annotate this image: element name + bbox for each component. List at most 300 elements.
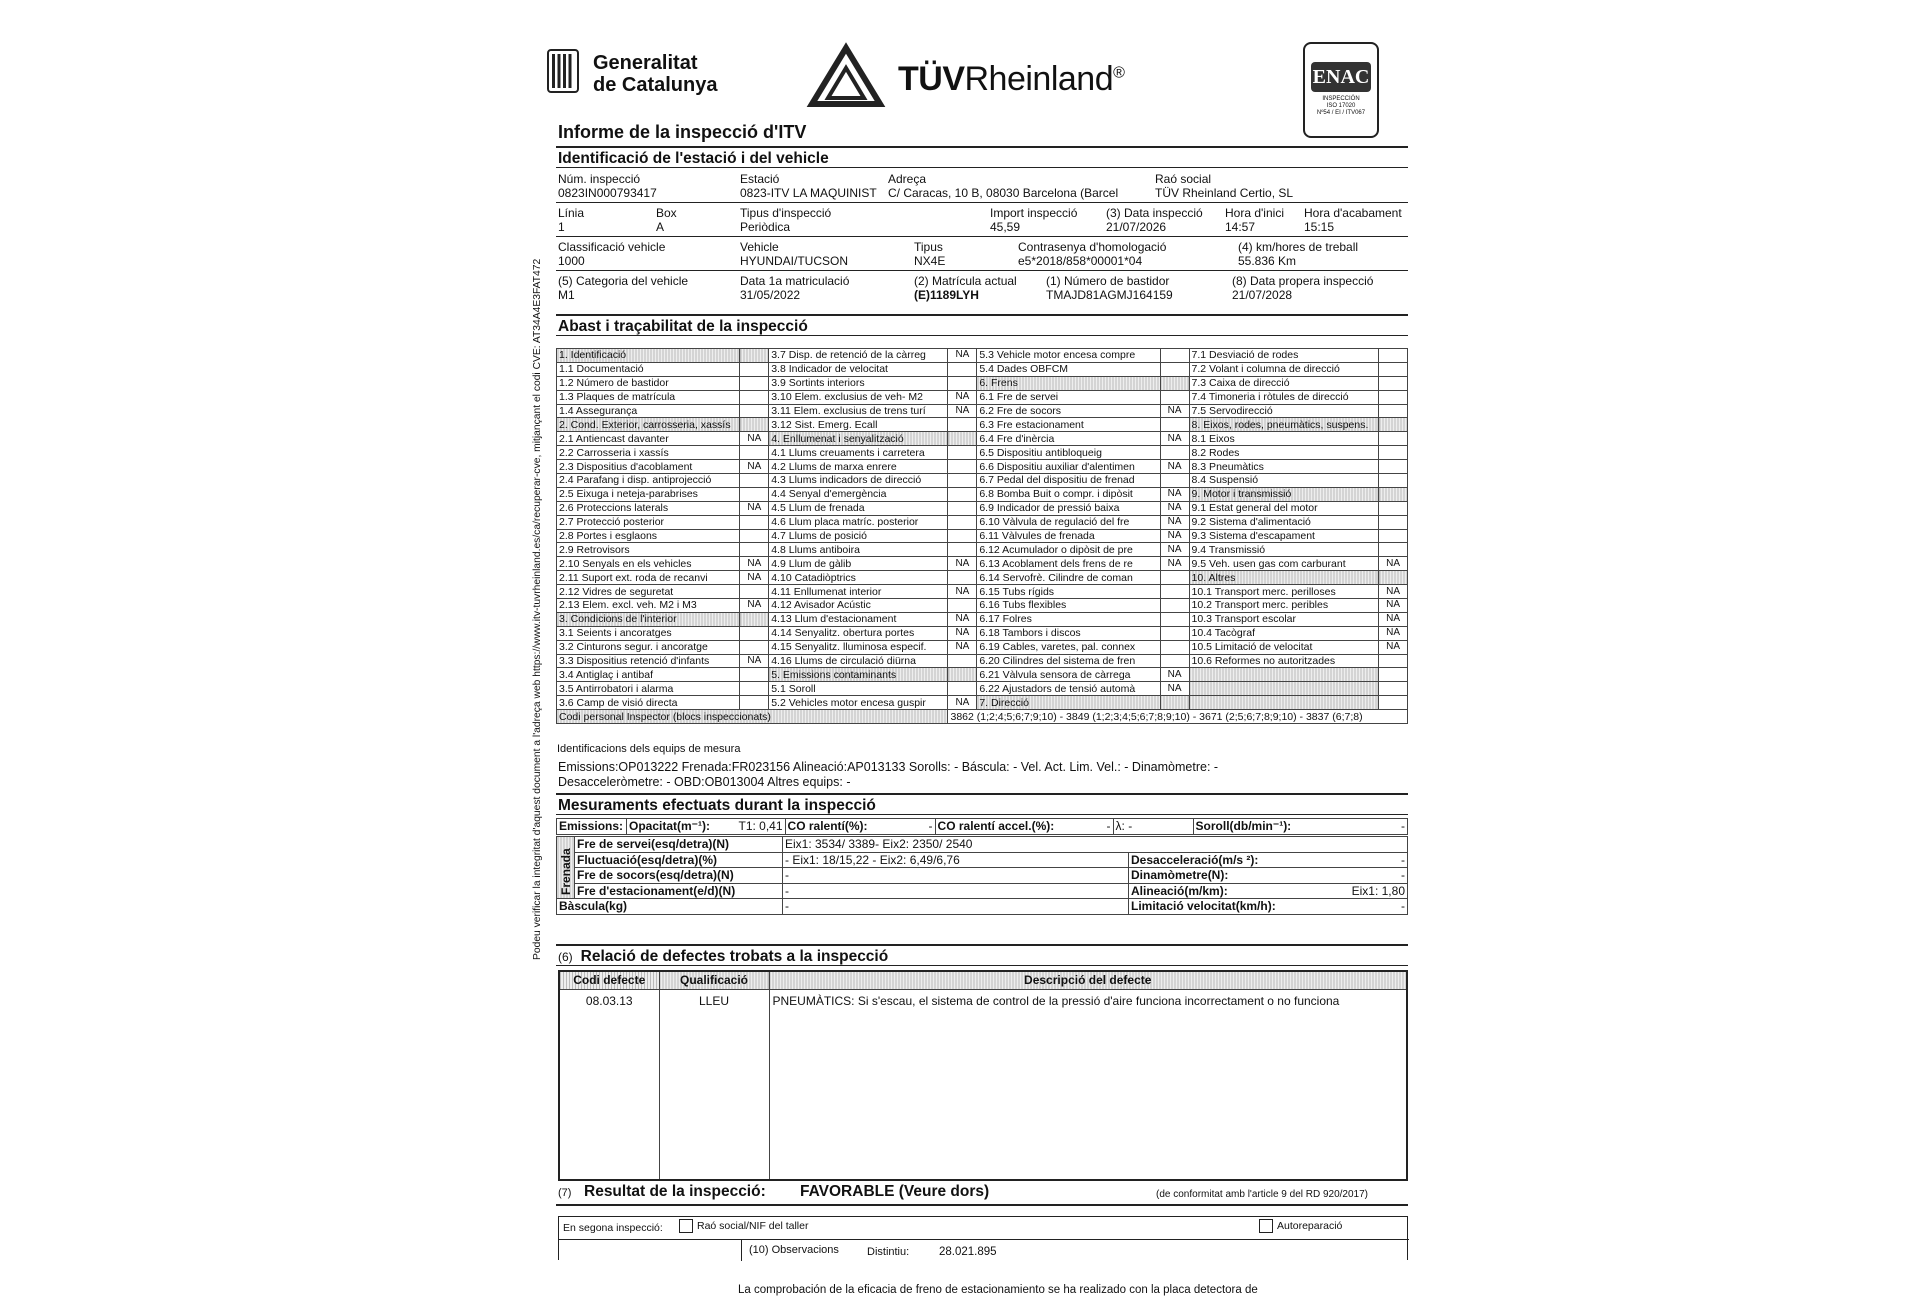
abast-status — [1160, 696, 1189, 710]
abast-item: 6.22 Ajustadors de tensió automà — [977, 682, 1160, 696]
categoria-label: (5) Categoria del vehicle — [558, 274, 689, 288]
abast-item: 6.2 Fre de socors — [977, 404, 1160, 418]
abast-status — [1379, 474, 1408, 488]
abast-item: 8. Eixos, rodes, pneumàtics, suspens. — [1189, 418, 1379, 432]
divider — [559, 1239, 1409, 1240]
abast-status: NA — [1160, 432, 1189, 446]
enac-label: ENAC — [1311, 62, 1371, 92]
import-label: Import inspecció — [990, 206, 1078, 220]
abast-item: 6.14 Servofrè. Cilindre de coman — [977, 571, 1160, 585]
data-insp-label: (3) Data inspecció — [1106, 206, 1203, 220]
divider — [556, 1204, 1408, 1206]
abast-status: NA — [948, 585, 977, 599]
abast-item: 10.1 Transport merc. perilloses — [1189, 585, 1379, 599]
abast-item: 6.7 Pedal del dispositiu de frenad — [977, 474, 1160, 488]
abast-status — [1160, 446, 1189, 460]
matric1-label: Data 1a matriculació — [740, 274, 850, 288]
abast-status — [1379, 515, 1408, 529]
abast-item: 6.13 Acoblament dels frens de re — [977, 557, 1160, 571]
abast-status: NA — [1379, 626, 1408, 640]
abast-item — [1189, 696, 1379, 710]
abast-status — [1160, 418, 1189, 432]
km-value: 55.836 Km — [1238, 254, 1297, 268]
table-row — [557, 585, 1408, 599]
abast-status: NA — [740, 571, 769, 585]
section-mesuraments: Mesuraments efectuats durant la inspecció — [556, 793, 1408, 815]
codi-personal-value: 3862 (1;2;4;5;6;7;9;10) - 3849 (1;2;3;4;5;6;7;8;9;10) - 3671 (2;5;6;7;8;9;10) - 3837 (6;7;8) — [948, 710, 1408, 724]
abast-status — [740, 446, 769, 460]
fluctuacio-value: - Eix1: 18/15,22 - Eix2: 6,49/6,76 — [783, 852, 1129, 868]
abast-status — [1379, 571, 1408, 585]
abast-item: 2.9 Retrovisors — [557, 543, 740, 557]
lambda-value: λ: - — [1113, 819, 1193, 835]
abast-item: 8.3 Pneumàtics — [1189, 460, 1379, 474]
resultat-note: (de conformitat amb l'article 9 del RD 920/2017) — [1156, 1189, 1369, 1200]
linia-value: 1 — [558, 220, 565, 234]
abast-item: 9. Motor i transmissió — [1189, 487, 1379, 501]
abast-status: NA — [1160, 557, 1189, 571]
abast-item: 2.5 Eixuga i neteja-parabrises — [557, 487, 740, 501]
enac-small-2: ISO 17020 — [1326, 103, 1356, 109]
abast-item: 6.11 Vàlvules de frenada — [977, 529, 1160, 543]
abast-item: 6.9 Indicador de pressió baixa — [977, 501, 1160, 515]
classif-value: 1000 — [558, 254, 585, 268]
abast-item: 3.12 Sist. Emerg. Ecall — [769, 418, 948, 432]
abast-item: 9.1 Estat general del motor — [1189, 501, 1379, 515]
segona-label: En segona inspecció: — [563, 1222, 663, 1234]
abast-status: NA — [1379, 585, 1408, 599]
abast-item: 4.11 Enllumenat interior — [769, 585, 948, 599]
abast-item: 7.1 Desviació de rodes — [1189, 349, 1379, 363]
abast-item: 2.7 Protecció posterior — [557, 515, 740, 529]
generalitat-logo — [548, 50, 743, 98]
table-row — [557, 474, 1408, 488]
table-row — [557, 432, 1408, 446]
tuv-rheinland-logo — [810, 46, 1210, 106]
table-row — [557, 557, 1408, 571]
def-qualificacio: LLEU — [659, 989, 769, 1180]
abast-status — [948, 474, 977, 488]
abast-item: 6.18 Tambors i discos — [977, 626, 1160, 640]
table-row — [557, 710, 1408, 724]
abast-item: 6.19 Cables, varetes, pal. connex — [977, 640, 1160, 654]
resultat-label: Resultat de la inspecció: — [584, 1183, 766, 1200]
table-row — [557, 460, 1408, 474]
abast-item: 2.8 Portes i esglaons — [557, 529, 740, 543]
abast-status — [1379, 432, 1408, 446]
abast-status: NA — [740, 460, 769, 474]
table-row — [557, 446, 1408, 460]
abast-item: 2.2 Carrosseria i xassís — [557, 446, 740, 460]
abast-status — [948, 571, 977, 585]
abast-item: 4.12 Avisador Acústic — [769, 599, 948, 613]
abast-status — [1379, 362, 1408, 376]
fluctuacio-label: Fluctuació(esq/detra)(%) — [575, 852, 783, 868]
abast-status — [740, 682, 769, 696]
defectes-table — [558, 970, 1408, 1181]
report-header — [548, 36, 1408, 136]
hora-inici-label: Hora d'inici — [1225, 206, 1284, 220]
abast-status — [1160, 640, 1189, 654]
frenada-label: Frenada — [559, 848, 573, 895]
tipus-insp-label: Tipus d'inspecció — [740, 206, 832, 220]
abast-status: NA — [948, 612, 977, 626]
abast-item: 3.8 Indicador de velocitat — [769, 362, 948, 376]
abast-item: 4.10 Catadiòptrics — [769, 571, 948, 585]
abast-status — [740, 349, 769, 363]
table-row — [557, 362, 1408, 376]
codi-personal-label: Codi personal Inspector (blocs inspeccionats) — [557, 710, 948, 724]
abast-status — [1379, 446, 1408, 460]
abast-item: 9.5 Veh. usen gas com carburant — [1189, 557, 1379, 571]
abast-status: NA — [1379, 599, 1408, 613]
co-accel-value: - — [1103, 819, 1113, 835]
abast-item: 6.1 Fre de servei — [977, 390, 1160, 404]
hora-acabament-label: Hora d'acabament — [1304, 206, 1402, 220]
hora-acabament-value: 15:15 — [1304, 220, 1335, 234]
co-accel-label: CO ralentí accel.(%): — [935, 819, 1103, 835]
abast-item: 3.10 Elem. exclusius de veh- M2 — [769, 390, 948, 404]
divider — [556, 236, 1408, 237]
abast-item: 6.15 Tubs rígids — [977, 585, 1160, 599]
categoria-value: M1 — [558, 288, 575, 302]
def-header-codi: Codi defecte — [559, 971, 659, 989]
cve-verification-text: Podeu verificar la integritat d'aquest document a l'adreça web https://www.itv-tuvrheinland.es/ca/recuperar-cve, mitjançant el codi CVE: AT34A4E3FAT472 — [532, 258, 543, 960]
frenada-side — [557, 837, 575, 899]
defectes-num: (6) — [558, 950, 573, 964]
abast-status — [1160, 654, 1189, 668]
limit-value: - — [1279, 899, 1408, 915]
abast-status: NA — [1160, 404, 1189, 418]
abast-status: NA — [948, 696, 977, 710]
abast-item: 1.2 Número de bastidor — [557, 376, 740, 390]
abast-status: NA — [1160, 501, 1189, 515]
equips-label: Identificacions dels equips de mesura — [557, 743, 741, 755]
abast-status — [740, 404, 769, 418]
abast-item: 6.16 Tubs flexibles — [977, 599, 1160, 613]
abast-status — [1379, 543, 1408, 557]
abast-status — [740, 390, 769, 404]
enac-small-1: INSPECCIÓN — [1322, 96, 1360, 102]
linia-label: Línia — [558, 206, 585, 220]
observacions-text: La comprobación de la eficacia de freno de estacionamiento se ha realizado con la placa detectora de — [738, 1284, 1258, 1296]
table-row — [557, 640, 1408, 654]
abast-status: NA — [1379, 557, 1408, 571]
abast-item: 4.7 Llums de posició — [769, 529, 948, 543]
abast-status — [948, 446, 977, 460]
abast-status — [948, 362, 977, 376]
abast-item: 6.21 Vàlvula sensora de càrrega — [977, 668, 1160, 682]
soroll-value: - — [1398, 819, 1408, 835]
abast-status — [1160, 349, 1189, 363]
matricula-value: (E)1189LYH — [914, 288, 979, 302]
taller-checkbox[interactable] — [679, 1219, 693, 1233]
abast-item: 5.4 Dades OBFCM — [977, 362, 1160, 376]
estac-value: - — [783, 883, 1129, 899]
abast-grid — [556, 348, 1408, 724]
abast-status — [948, 654, 977, 668]
divider — [556, 270, 1408, 271]
abast-status: NA — [1379, 640, 1408, 654]
estac-label: Fre d'estacionament(e/d)(N) — [575, 883, 783, 899]
abast-item: 6. Frens — [977, 376, 1160, 390]
taller-option[interactable] — [679, 1219, 808, 1233]
table-row — [557, 543, 1408, 557]
abast-item: 5. Emissions contaminants — [769, 668, 948, 682]
abast-item: 8.4 Suspensió — [1189, 474, 1379, 488]
abast-status: NA — [1160, 682, 1189, 696]
def-descripcio: PNEUMÀTICS: Si s'escau, el sistema de control de la pressió d'aire funciona incorrectament o no funciona — [769, 989, 1407, 1180]
table-row — [557, 487, 1408, 501]
abast-item: 3.2 Cinturons segur. i ancoratge — [557, 640, 740, 654]
co-ralenti-value: - — [925, 819, 935, 835]
abast-item: 2.13 Elem. excl. veh. M2 i M3 — [557, 599, 740, 613]
abast-item: 3.1 Seients i ancoratges — [557, 626, 740, 640]
table-row — [557, 418, 1408, 432]
abast-status: NA — [1160, 543, 1189, 557]
contrasenya-label: Contrasenya d'homologació — [1018, 240, 1167, 254]
def-header-qualificacio: Qualificació — [659, 971, 769, 989]
divider — [741, 1239, 742, 1261]
table-row — [557, 682, 1408, 696]
abast-status — [948, 599, 977, 613]
abast-status: NA — [1160, 460, 1189, 474]
abast-item: 10.2 Transport merc. peribles — [1189, 599, 1379, 613]
segona-inspeccio-box — [558, 1216, 1408, 1260]
abast-item: 6.5 Dispositiu antibloqueig — [977, 446, 1160, 460]
abast-item: 3.7 Disp. de retenció de la càrreg — [769, 349, 948, 363]
limit-label: Limitació velocitat(km/h): — [1129, 899, 1279, 915]
abast-status — [1379, 349, 1408, 363]
num-insp-value: 0823IN000793417 — [558, 186, 657, 200]
abast-item: 7.5 Servodirecció — [1189, 404, 1379, 418]
abast-status: NA — [1160, 515, 1189, 529]
table-row — [557, 404, 1408, 418]
abast-status — [1379, 654, 1408, 668]
abast-item: 4.2 Llums de marxa enrere — [769, 460, 948, 474]
abast-item: 6.20 Cilindres del sistema de fren — [977, 654, 1160, 668]
abast-status — [1160, 376, 1189, 390]
abast-item: 8.2 Rodes — [1189, 446, 1379, 460]
tuv-brand-b: Rheinland — [964, 60, 1114, 98]
rao-social-label: Raó social — [1155, 172, 1212, 186]
abast-status: NA — [740, 557, 769, 571]
table-row — [557, 529, 1408, 543]
abast-item: 3.3 Dispositius retenció d'infants — [557, 654, 740, 668]
vehicle-value: HYUNDAI/TUCSON — [740, 254, 849, 268]
abast-status — [1160, 571, 1189, 585]
abast-status: NA — [740, 599, 769, 613]
abast-status: NA — [948, 349, 977, 363]
abast-item: 2.3 Dispositius d'acoblament — [557, 460, 740, 474]
generalitat-bars-icon — [548, 50, 578, 92]
abast-status — [1379, 682, 1408, 696]
abast-item: 6.10 Vàlvula de regulació del fre — [977, 515, 1160, 529]
abast-status — [948, 543, 977, 557]
autoreparacio-label: Autoreparació — [1277, 1220, 1343, 1232]
fre-servei-value: Eix1: 3534/ 3389- Eix2: 2350/ 2540 — [783, 837, 1408, 853]
abast-status — [740, 487, 769, 501]
abast-item: 10.6 Reformes no autoritzades — [1189, 654, 1379, 668]
autoreparacio-checkbox[interactable] — [1259, 1219, 1273, 1233]
section-defectes — [556, 944, 1408, 966]
abast-status — [740, 362, 769, 376]
matricula-label: (2) Matrícula actual — [914, 274, 1017, 288]
abast-status — [740, 640, 769, 654]
abast-status — [740, 529, 769, 543]
abast-status — [1379, 487, 1408, 501]
abast-status: NA — [740, 432, 769, 446]
equips-line-2: Desacceleròmetre: - OBD:OB013004 Altres equips: - — [558, 775, 851, 789]
abast-item: 6.3 Fre estacionament — [977, 418, 1160, 432]
taller-label: Raó social/NIF del taller — [697, 1220, 809, 1232]
tipus-insp-value: Periòdica — [740, 220, 791, 234]
km-label: (4) km/hores de treball — [1238, 240, 1359, 254]
abast-status — [1379, 418, 1408, 432]
propera-value: 21/07/2028 — [1232, 288, 1293, 302]
abast-status: NA — [948, 390, 977, 404]
classif-label: Classificació vehicle — [558, 240, 666, 254]
abast-item: 2.10 Senyals en els vehicles — [557, 557, 740, 571]
tuv-registered: ® — [1113, 64, 1125, 82]
opacitat-label: Opacitat(m⁻¹): — [627, 819, 737, 835]
abast-status — [1379, 668, 1408, 682]
enac-small-3: Nº54 / EI / ITV067 — [1316, 110, 1366, 116]
enac-badge — [1303, 42, 1379, 138]
matric1-value: 31/05/2022 — [740, 288, 801, 302]
table-row — [559, 989, 1407, 1180]
abast-item: 4. Enllumenat i senyalització — [769, 432, 948, 446]
abast-status — [740, 668, 769, 682]
abast-item: 4.16 Llums de circulació diürna — [769, 654, 948, 668]
abast-status — [1379, 404, 1408, 418]
abast-item: 4.4 Senyal d'emergència — [769, 487, 948, 501]
abast-item: 5.3 Vehicle motor encesa compre — [977, 349, 1160, 363]
tuv-triangle-icon — [810, 46, 882, 106]
autoreparacio-option[interactable] — [1259, 1219, 1342, 1233]
abast-status — [740, 376, 769, 390]
bastidor-value: TMAJD81AGMJ164159 — [1046, 288, 1173, 302]
abast-item: 3.9 Sortints interiors — [769, 376, 948, 390]
abast-status — [1379, 376, 1408, 390]
abast-status: NA — [948, 640, 977, 654]
abast-status: NA — [948, 626, 977, 640]
itv-report-page — [548, 36, 1408, 1296]
table-row — [557, 390, 1408, 404]
socors-label: Fre de socors(esq/detra)(N) — [575, 868, 783, 884]
abast-status — [948, 501, 977, 515]
abast-status: NA — [740, 654, 769, 668]
abast-status — [740, 515, 769, 529]
table-row — [557, 599, 1408, 613]
abast-item: 7.2 Volant i columna de direcció — [1189, 362, 1379, 376]
abast-item: 4.6 Llum placa matríc. posterior — [769, 515, 948, 529]
abast-item: 10.4 Tacògraf — [1189, 626, 1379, 640]
abast-item: 8.1 Eixos — [1189, 432, 1379, 446]
abast-status: NA — [1160, 668, 1189, 682]
abast-status — [948, 668, 977, 682]
abast-status — [1160, 474, 1189, 488]
tuv-brand-a: TÜV — [898, 60, 965, 98]
tipus-label: Tipus — [914, 240, 943, 254]
abast-item: 3.5 Antirrobatori i alarma — [557, 682, 740, 696]
hora-inici-value: 14:57 — [1225, 220, 1256, 234]
def-header-descripcio: Descripció del defecte — [769, 971, 1407, 989]
abast-item: 2. Cond. Exterior, carrosseria, xassís — [557, 418, 740, 432]
abast-item: 1. Identificació — [557, 349, 740, 363]
abast-status — [948, 376, 977, 390]
abast-item: 4.9 Llum de gàlib — [769, 557, 948, 571]
table-row — [557, 668, 1408, 682]
emissions-table — [556, 818, 1408, 835]
emissions-label: Emissions: — [557, 819, 627, 835]
abast-status — [948, 515, 977, 529]
bastidor-label: (1) Número de bastidor — [1046, 274, 1170, 288]
abast-status: NA — [1379, 612, 1408, 626]
abast-item — [1189, 682, 1379, 696]
table-row — [557, 376, 1408, 390]
abast-status: NA — [948, 404, 977, 418]
abast-item: 6.17 Folres — [977, 612, 1160, 626]
section-abast: Abast i traçabilitat de la inspecció — [556, 314, 1408, 336]
vehicle-label: Vehicle — [740, 240, 779, 254]
num-insp-label: Núm. inspecció — [558, 172, 641, 186]
def-codi: 08.03.13 — [559, 989, 659, 1180]
abast-item: 3.11 Elem. exclusius de trens turí — [769, 404, 948, 418]
abast-status — [1160, 390, 1189, 404]
abast-item: 6.12 Acumulador o dipòsit de pre — [977, 543, 1160, 557]
defectes-title: Relació de defectes trobats a la inspecció — [580, 948, 889, 965]
abast-status — [740, 696, 769, 710]
abast-status: NA — [1160, 529, 1189, 543]
socors-value: - — [783, 868, 1129, 884]
table-row — [557, 571, 1408, 585]
abast-status — [1160, 626, 1189, 640]
abast-item: 3.6 Camp de visió directa — [557, 696, 740, 710]
table-row — [557, 654, 1408, 668]
adreca-value: C/ Caracas, 10 B, 08030 Barcelona (Barcel — [888, 186, 1119, 200]
abast-item: 4.15 Senyalitz. lluminosa especif. — [769, 640, 948, 654]
abast-item: 2.4 Parafang i disp. antiprojecció — [557, 474, 740, 488]
abast-item: 9.4 Transmissió — [1189, 543, 1379, 557]
abast-item: 6.8 Bomba Buit o compr. i dipòsit — [977, 487, 1160, 501]
abast-item: 1.3 Plaques de matrícula — [557, 390, 740, 404]
abast-item: 1.4 Assegurança — [557, 404, 740, 418]
abast-status — [1160, 599, 1189, 613]
box-value: A — [656, 220, 665, 234]
abast-status — [1379, 696, 1408, 710]
abast-item: 2.12 Vidres de seguretat — [557, 585, 740, 599]
abast-item: 3. Condicions de l'interior — [557, 612, 740, 626]
abast-item: 4.14 Senyalitz. obertura portes — [769, 626, 948, 640]
contrasenya-value: e5*2018/858*00001*04 — [1018, 254, 1143, 268]
abast-item: 6.6 Dispositiu auxiliar d'alentimen — [977, 460, 1160, 474]
abast-status — [948, 529, 977, 543]
abast-item: 4.5 Llum de frenada — [769, 501, 948, 515]
section-identificacio: Identificació de l'estació i del vehicle — [556, 146, 1408, 168]
desacc-label: Desacceleració(m/s ²): — [1129, 852, 1279, 868]
abast-status — [948, 487, 977, 501]
table-row — [557, 349, 1408, 363]
fre-servei-label: Fre de servei(esq/detra)(N) — [575, 837, 783, 853]
frenada-table — [556, 836, 1408, 915]
distintiu-value: 28.021.895 — [939, 1246, 997, 1258]
abast-item: 10.5 Limitació de velocitat — [1189, 640, 1379, 654]
abast-status — [1379, 501, 1408, 515]
abast-status — [1379, 529, 1408, 543]
resultat-num: (7) — [558, 1187, 572, 1199]
abast-item: 3.4 Antiglaç i antibaf — [557, 668, 740, 682]
